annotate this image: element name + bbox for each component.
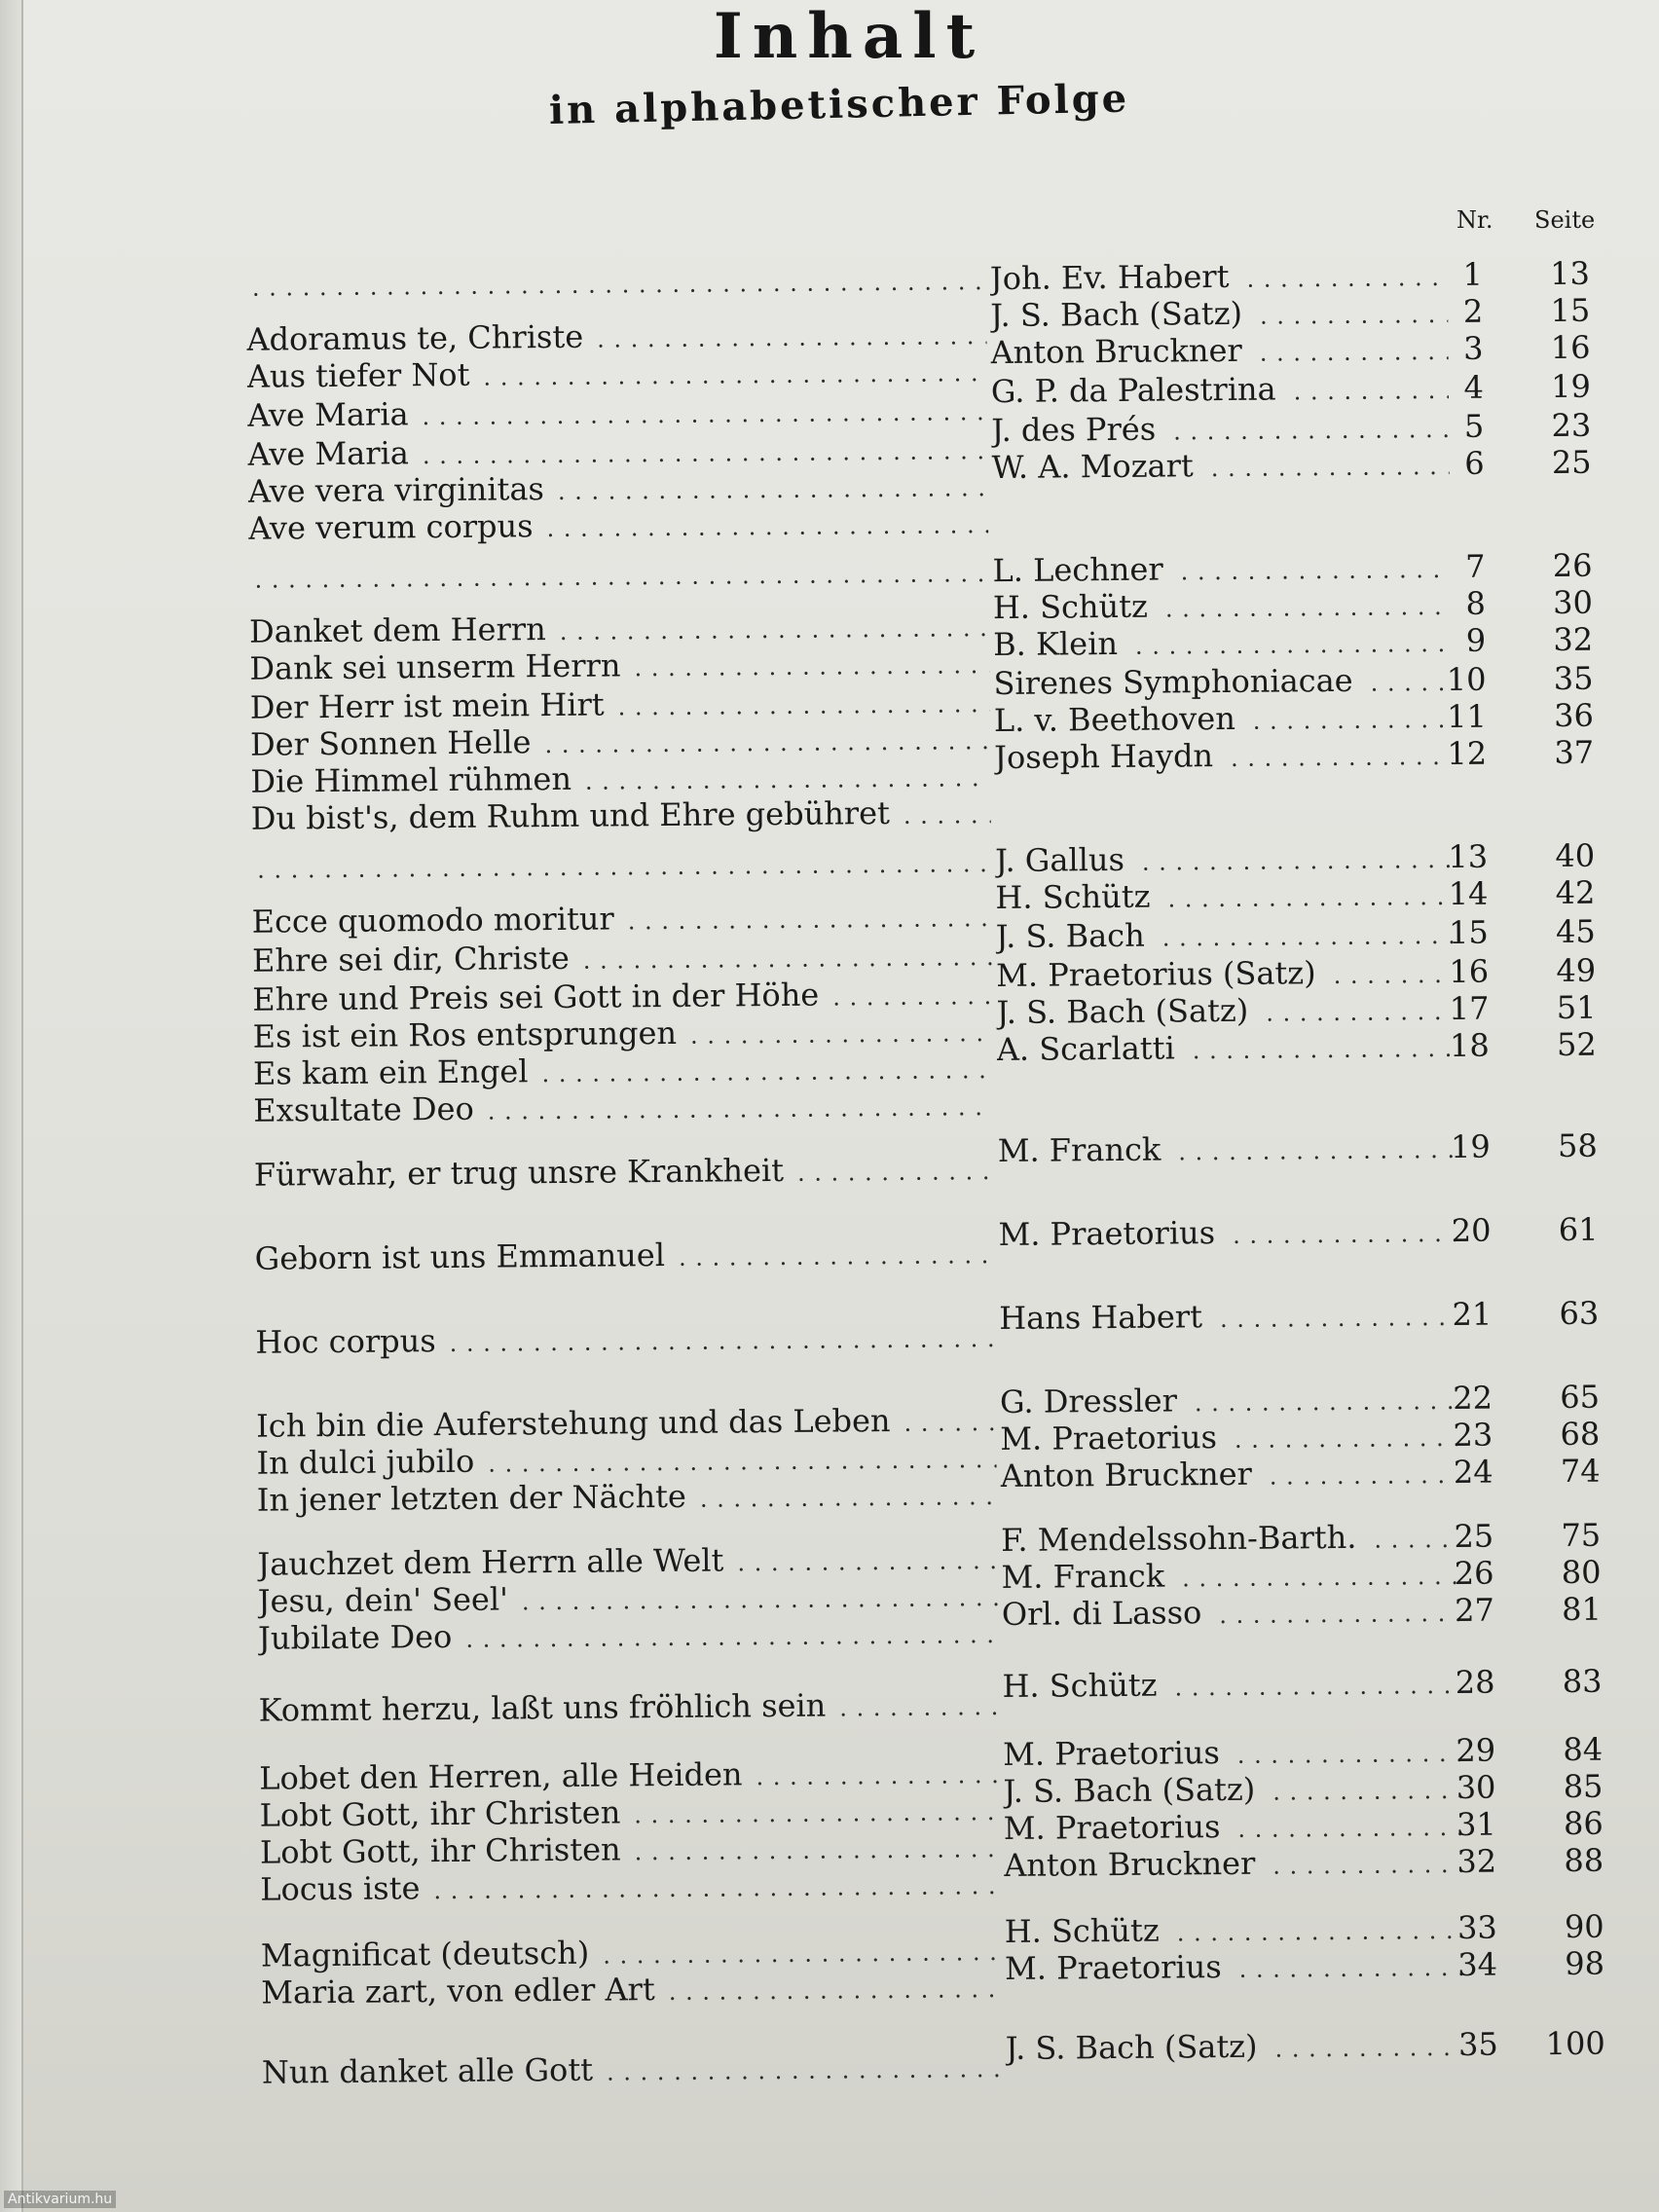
toc-entry-number: 31 [1456, 1805, 1496, 1843]
toc-entry-title-cell [248, 502, 988, 551]
toc-entry-page: 74 [1560, 1452, 1601, 1491]
toc-entry-title: Danket dem Herrn [248, 610, 546, 650]
toc-entry-composer: Joseph Haydn [994, 737, 1214, 777]
toc-entry-number: 10 [1446, 660, 1487, 698]
toc-entry-title: Lobt Gott, ihr Christen [259, 1793, 621, 1834]
toc-entry-title: Magnificat (deutsch) [260, 1934, 590, 1974]
toc-entry-number: 32 [1456, 1842, 1497, 1880]
toc-entry-title: Adoramus te, Christe [246, 317, 584, 358]
toc-entry-title: Hoc corpus [255, 1322, 436, 1361]
toc-entry-number: 3 [1463, 329, 1484, 367]
toc-entry-composer: L. Lechner [992, 550, 1163, 590]
column-header-seite: Seite [1534, 206, 1596, 234]
toc-entry-number: 9 [1465, 621, 1487, 659]
toc-entry-composer: M. Praetorius [1000, 1419, 1218, 1458]
toc-entry-title: Maria zart, von edler Art [261, 1971, 655, 2011]
toc-entry-title: Lobt Gott, ihr Christen [259, 1830, 621, 1871]
toc-entry-number: 24 [1453, 1453, 1493, 1491]
toc-entry-page: 100 [1545, 2024, 1605, 2063]
toc-entry-page: 83 [1562, 1662, 1603, 1701]
toc-entry-title: Lobet den Herren, alle Heiden [259, 1755, 743, 1797]
toc-entry-page: 40 [1555, 836, 1596, 875]
toc-entry-composer: M. Franck [997, 1130, 1161, 1170]
toc-entry-title-cell [258, 1612, 998, 1661]
toc-entry-number: 2 [1462, 292, 1484, 330]
toc-entry-composer: H. Schütz [1004, 1911, 1160, 1951]
toc-entry-composer: M. Praetorius [1002, 1734, 1220, 1774]
toc-entry-page: 81 [1561, 1590, 1603, 1629]
toc-entry-number: 14 [1448, 874, 1489, 912]
toc-entry-number: 19 [1450, 1127, 1491, 1165]
toc-entry-page: 23 [1551, 406, 1592, 445]
toc-entry-title-cell [257, 1474, 997, 1523]
toc-entry-number: 22 [1453, 1379, 1493, 1417]
toc-entry-title: Fürwahr, er trug unsre Krankheit [253, 1151, 785, 1194]
toc-entry-title-cell [254, 1233, 994, 1281]
toc-entry-title: Jesu, dein' Seel' [257, 1580, 509, 1620]
toc-entry-composer: Hans Habert [999, 1298, 1203, 1338]
toc-entry-page: 75 [1561, 1516, 1602, 1555]
toc-entry-page: 32 [1553, 620, 1594, 659]
toc-entry-page: 85 [1563, 1767, 1604, 1805]
toc-entry-number: 1 [1462, 255, 1484, 293]
toc-entry-title: Exsultate Deo [253, 1089, 474, 1129]
column-header-nr: Nr. [1456, 206, 1493, 234]
toc-entry-title: Ich bin die Auferstehung und das Leben [255, 1402, 891, 1445]
watermark-footer: Antikvarium.hu [4, 2191, 116, 2208]
toc-entry-composer: H. Schütz [1002, 1666, 1158, 1706]
toc-entry-page: 51 [1556, 988, 1597, 1027]
toc-entry-composer-cell [998, 1127, 1456, 1173]
toc-entry-page: 36 [1553, 696, 1595, 735]
toc-entry-page: 80 [1561, 1553, 1602, 1592]
toc-entry-number: 16 [1449, 952, 1490, 990]
toc-entry-title: In jener letzten der Nächte [256, 1477, 687, 1519]
toc-entry-composer: Anton Bruckner [990, 331, 1242, 372]
toc-entry-title: Ave Maria [247, 434, 410, 473]
toc-entry-title [251, 849, 257, 886]
toc-entry-number: 5 [1463, 407, 1485, 445]
toc-entry-title: Nun danket alle Gott [261, 2050, 594, 2091]
toc-entry-title: Geborn ist uns Emmanuel [254, 1236, 666, 1277]
toc-entry-title: Ehre und Preis sei Gott in der Höhe [252, 976, 820, 1018]
toc-entry-page: 52 [1556, 1025, 1597, 1064]
toc-entry-composer-cell [1000, 1453, 1457, 1498]
toc-entry-title-cell [262, 2046, 1002, 2095]
toc-entry-title: Jauchzet dem Herrn alle Welt [257, 1541, 724, 1583]
toc-entry-title: Ave vera virginitas [247, 470, 545, 510]
toc-entry-page: 19 [1551, 367, 1592, 406]
toc-entry-composer: Sirenes Symphoniacae [993, 661, 1353, 703]
toc-entry-number: 20 [1451, 1211, 1492, 1249]
toc-entry-title-cell [251, 793, 991, 841]
toc-entry-number: 18 [1449, 1026, 1490, 1064]
toc-entry-number: 13 [1448, 837, 1489, 875]
toc-entry-composer-cell [1002, 1663, 1459, 1709]
toc-entry-composer: J. des Prés [991, 410, 1157, 450]
toc-entry-title-cell [255, 1316, 995, 1365]
toc-entry-page: 86 [1563, 1804, 1604, 1842]
toc-entry-composer-cell [1002, 1591, 1459, 1637]
toc-entry-number: 34 [1457, 1945, 1498, 1983]
toc-entry-number: 26 [1454, 1554, 1494, 1592]
page-title: Inhalt [713, 0, 985, 73]
toc-entry-composer: J. S. Bach (Satz) [996, 991, 1249, 1032]
toc-entry-number: 30 [1456, 1768, 1496, 1806]
toc-entry-page: 25 [1551, 443, 1592, 482]
toc-entry-page: 35 [1553, 659, 1594, 698]
toc-entry [2, 1293, 1659, 1361]
toc-entry-page: 26 [1552, 546, 1593, 585]
toc-entry-composer: J. S. Bach (Satz) [990, 294, 1243, 335]
toc-entry-composer: B. Klein [993, 624, 1119, 664]
toc-entry-number: 12 [1447, 734, 1488, 772]
toc-entry-composer: J. Gallus [994, 840, 1125, 880]
toc-entry-title [246, 267, 252, 304]
toc-entry-composer: F. Mendelssohn-Barth. [1001, 1518, 1357, 1560]
toc-entry-title: In dulci jubilo [256, 1442, 475, 1482]
toc-entry-number: 33 [1456, 1908, 1497, 1946]
toc-entry-composer: H. Schütz [995, 877, 1151, 917]
toc-entry-title: Aus tiefer Not [246, 355, 470, 395]
toc-entry-page: 13 [1549, 254, 1591, 293]
toc-entry-composer-cell [1005, 1945, 1462, 1991]
toc-entry-title-cell [260, 1863, 1000, 1912]
toc-entry [9, 2023, 1659, 2091]
toc-entry-number: 15 [1448, 913, 1489, 951]
toc-entry-title: Der Sonnen Helle [249, 723, 532, 763]
toc-entry-composer: G. Dressler [999, 1382, 1178, 1421]
toc-entry-number: 25 [1454, 1517, 1494, 1555]
toc-entry-title: Der Herr ist mein Hirt [249, 685, 605, 726]
toc-entry-title: Ehre sei dir, Christe [251, 939, 570, 979]
toc-entry-title: Ave Maria [246, 395, 409, 434]
toc-entry-number: 29 [1456, 1731, 1496, 1769]
toc-entry-number: 11 [1446, 697, 1488, 735]
toc-entry-number: 27 [1454, 1591, 1495, 1629]
toc-entry-page: 63 [1559, 1294, 1600, 1333]
toc-entry-composer: J. S. Bach [995, 916, 1145, 956]
toc-entry-page: 15 [1550, 291, 1591, 330]
toc-entry-composer: M. Praetorius [998, 1214, 1216, 1254]
toc-entry-page: 16 [1550, 328, 1591, 367]
toc-entry-number: 4 [1463, 368, 1485, 406]
toc-entry-number: 8 [1465, 584, 1487, 622]
toc-entry-title-cell [254, 1149, 994, 1198]
toc-entry-page: 84 [1563, 1730, 1604, 1768]
toc-entry-composer: M. Praetorius [1004, 1948, 1222, 1988]
toc-entry-composer: J. S. Bach (Satz) [1005, 2027, 1258, 2068]
page-subtitle: in alphabetischer Folge [548, 75, 1130, 134]
toc-entry-title-cell [261, 1967, 1001, 2015]
toc-entry-composer: G. P. da Palestrina [990, 370, 1276, 411]
toc-entry [1, 1209, 1659, 1277]
toc-entry-composer: A. Scarlatti [996, 1029, 1175, 1069]
toc-entry-composer: M. Praetorius (Satz) [995, 954, 1316, 995]
toc-entry-number: 6 [1464, 444, 1485, 482]
toc-entry-number: 35 [1457, 2025, 1498, 2063]
toc-entry-title-cell [259, 1684, 999, 1733]
toc-entry-composer: Orl. di Lasso [1001, 1594, 1202, 1634]
toc-entry-page: 30 [1552, 583, 1593, 622]
toc-entry-composer: Joh. Ev. Habert [989, 257, 1230, 298]
toc-entry-composer: M. Franck [1001, 1557, 1165, 1597]
toc-entry-title: Es ist ein Ros entsprungen [252, 1014, 678, 1055]
toc-entry [1, 1125, 1659, 1194]
toc-entry-page: 98 [1565, 1944, 1605, 1982]
toc-entry-page: 37 [1554, 733, 1595, 772]
toc-entry-composer: Anton Bruckner [1003, 1844, 1256, 1885]
toc-entry-number: 28 [1455, 1663, 1495, 1701]
toc-entry-page: 68 [1560, 1415, 1601, 1454]
toc-entry-number: 17 [1449, 989, 1490, 1027]
toc-entry-page: 58 [1557, 1126, 1598, 1165]
toc-entry-page: 61 [1558, 1210, 1599, 1249]
toc-entry-page: 49 [1556, 951, 1597, 990]
toc-entry-number: 21 [1452, 1295, 1493, 1333]
toc-entry-composer-cell [1006, 2025, 1463, 2071]
toc-entry-page: 65 [1560, 1378, 1601, 1417]
toc-entry-title-cell [253, 1085, 993, 1133]
toc-entry-composer: W. A. Mozart [991, 447, 1194, 487]
toc-entry-page: 45 [1555, 912, 1596, 951]
toc-entry-title: Ecce quomodo moritur [251, 900, 614, 940]
toc-entry-title: Kommt herzu, laßt uns fröhlich sein [258, 1686, 827, 1729]
toc-entry-title: Ave verum corpus [247, 507, 534, 547]
toc-entry-composer: H. Schütz [992, 587, 1149, 627]
toc-entry-composer-cell [998, 1211, 1456, 1257]
toc-entry-page: 90 [1564, 1907, 1604, 1945]
toc-entry-title: Locus iste [260, 1869, 421, 1908]
toc-entry-composer: Anton Bruckner [1000, 1455, 1252, 1495]
toc-entry-composer: J. S. Bach (Satz) [1003, 1770, 1256, 1811]
toc-entry-number: 7 [1464, 547, 1486, 585]
toc-entry-composer: M. Praetorius [1003, 1808, 1221, 1848]
toc-entry-title: Jubilate Deo [257, 1617, 453, 1657]
toc-entry [5, 1661, 1659, 1729]
toc-entry-page: 42 [1555, 873, 1596, 912]
toc-entry-composer-cell [1004, 1842, 1461, 1888]
toc-entry-title [248, 559, 254, 596]
toc-entry-composer-cell [999, 1295, 1456, 1341]
toc-entry-title: Es kam ein Engel [252, 1052, 529, 1092]
toc-entry-title: Die Himmel rühmen [250, 759, 572, 800]
toc-entry-title: Dank sei unserm Herrn [249, 646, 621, 687]
toc-entry-number: 23 [1453, 1416, 1493, 1454]
toc-entry-page: 88 [1564, 1841, 1604, 1879]
toc-entry-title: Du bist's, dem Ruhm und Ehre gebühret [250, 793, 891, 837]
toc-entry-composer: L. v. Beethoven [993, 699, 1235, 740]
